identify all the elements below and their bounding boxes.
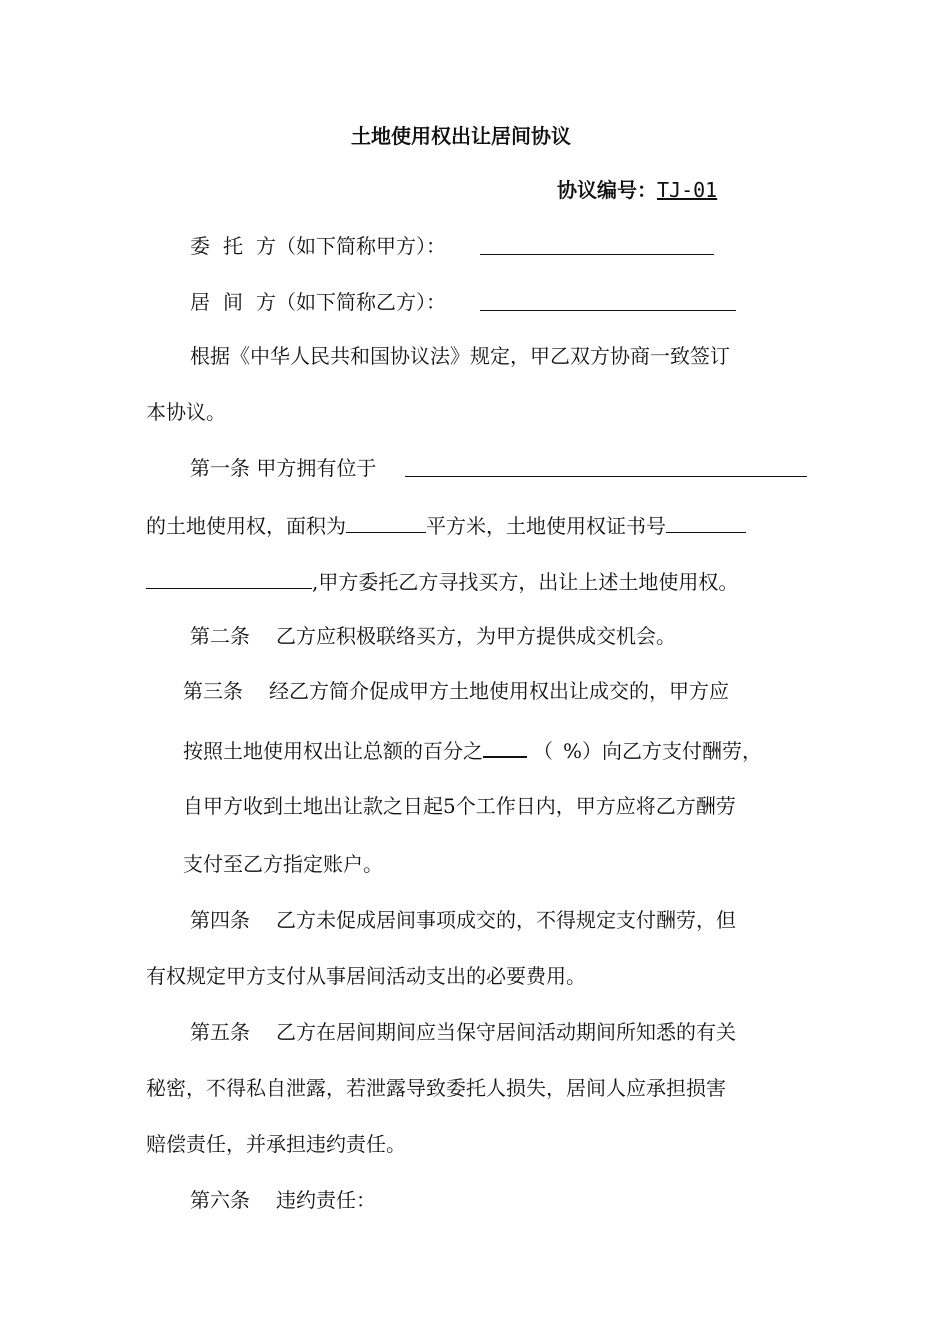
article-5-text-1: 乙方在居间期间应当保守居间活动期间所知悉的有关 — [276, 1020, 736, 1044]
article-1-line-1: 第一条 甲方拥有位于 — [190, 456, 377, 480]
article-1-area-blank — [346, 510, 426, 533]
party-b-blank — [480, 288, 736, 311]
article-3-line-3: 自甲方收到土地出让款之日起5个工作日内，甲方应将乙方酬劳 — [183, 794, 736, 818]
party-a-char-2: 托 — [223, 234, 243, 258]
preamble-line-2: 本协议。 — [146, 400, 226, 424]
article-4-label: 第四条 — [190, 908, 250, 932]
party-a-blank — [480, 232, 714, 255]
article-6-text: 违约责任： — [276, 1188, 376, 1212]
article-3-percent-blank — [483, 734, 527, 758]
article-5-line-2: 秘密，不得私自泄露，若泄露导致委托人损失，居间人应承担损害 — [146, 1076, 726, 1100]
article-3-paren: （ — [533, 739, 553, 763]
article-2-label: 第二条 — [190, 624, 250, 648]
article-1-line-3 — [146, 566, 738, 594]
article-1-location-blank — [405, 454, 807, 477]
article-3-line-4: 支付至乙方指定账户。 — [183, 852, 383, 876]
article-3-line-1 — [183, 677, 729, 705]
article-3-text-1: 经乙方简介促成甲方土地使用权出让成交的，甲方应 — [269, 679, 729, 703]
article-2-text: 乙方应积极联络买方，为甲方提供成交机会。 — [276, 624, 676, 648]
article-1-entrust-text: ,甲方委托乙方寻找买方，出让上述土地使用权。 — [312, 570, 739, 594]
agreement-number — [557, 176, 717, 204]
party-b-char-2: 间 — [223, 290, 243, 314]
party-a-line — [190, 232, 446, 260]
article-4-line-2: 有权规定甲方支付从事居间活动支出的必要费用。 — [146, 964, 586, 988]
preamble-line-1: 根据《中华人民共和国协议法》规定，甲乙双方协商一致签订 — [190, 344, 730, 368]
party-a-char-1: 委 — [190, 234, 210, 258]
article-2-line — [190, 622, 676, 650]
article-1-certificate-blank-2 — [146, 566, 312, 589]
article-1-certificate-blank — [666, 510, 746, 533]
party-b-note: （如下简称乙方）： — [276, 290, 446, 314]
agreement-number-value: TJ-01 — [657, 178, 718, 202]
party-b-line — [190, 288, 446, 316]
agreement-number-label: 协议编号： — [557, 178, 657, 202]
article-4-text-1: 乙方未促成居间事项成交的，不得规定支付酬劳，但 — [276, 908, 736, 932]
article-3-line-2 — [183, 734, 762, 762]
article-4-line-1 — [190, 906, 736, 934]
article-1-line-2 — [146, 510, 746, 538]
party-a-char-3: 方 — [256, 234, 276, 258]
article-5-label: 第五条 — [190, 1020, 250, 1044]
article-5-line-3: 赔偿责任，并承担违约责任。 — [146, 1132, 406, 1156]
article-6-label: 第六条 — [190, 1188, 250, 1212]
article-3-text-2a: 按照土地使用权出让总额的百分之 — [183, 739, 483, 763]
article-3-label: 第三条 — [183, 679, 243, 703]
document-title: 土地使用权出让居间协议 — [351, 124, 571, 148]
article-3-text-2c: %）向乙方支付酬劳， — [563, 739, 763, 763]
party-b-char-1: 居 — [190, 290, 210, 314]
article-5-line-1 — [190, 1018, 736, 1046]
article-6-line — [190, 1186, 376, 1214]
article-1-certificate-text: 平方米，土地使用权证书号 — [426, 514, 666, 538]
party-a-note: （如下简称甲方）： — [276, 234, 446, 258]
article-1-area-text: 的土地使用权，面积为 — [146, 514, 346, 538]
party-b-char-3: 方 — [256, 290, 276, 314]
